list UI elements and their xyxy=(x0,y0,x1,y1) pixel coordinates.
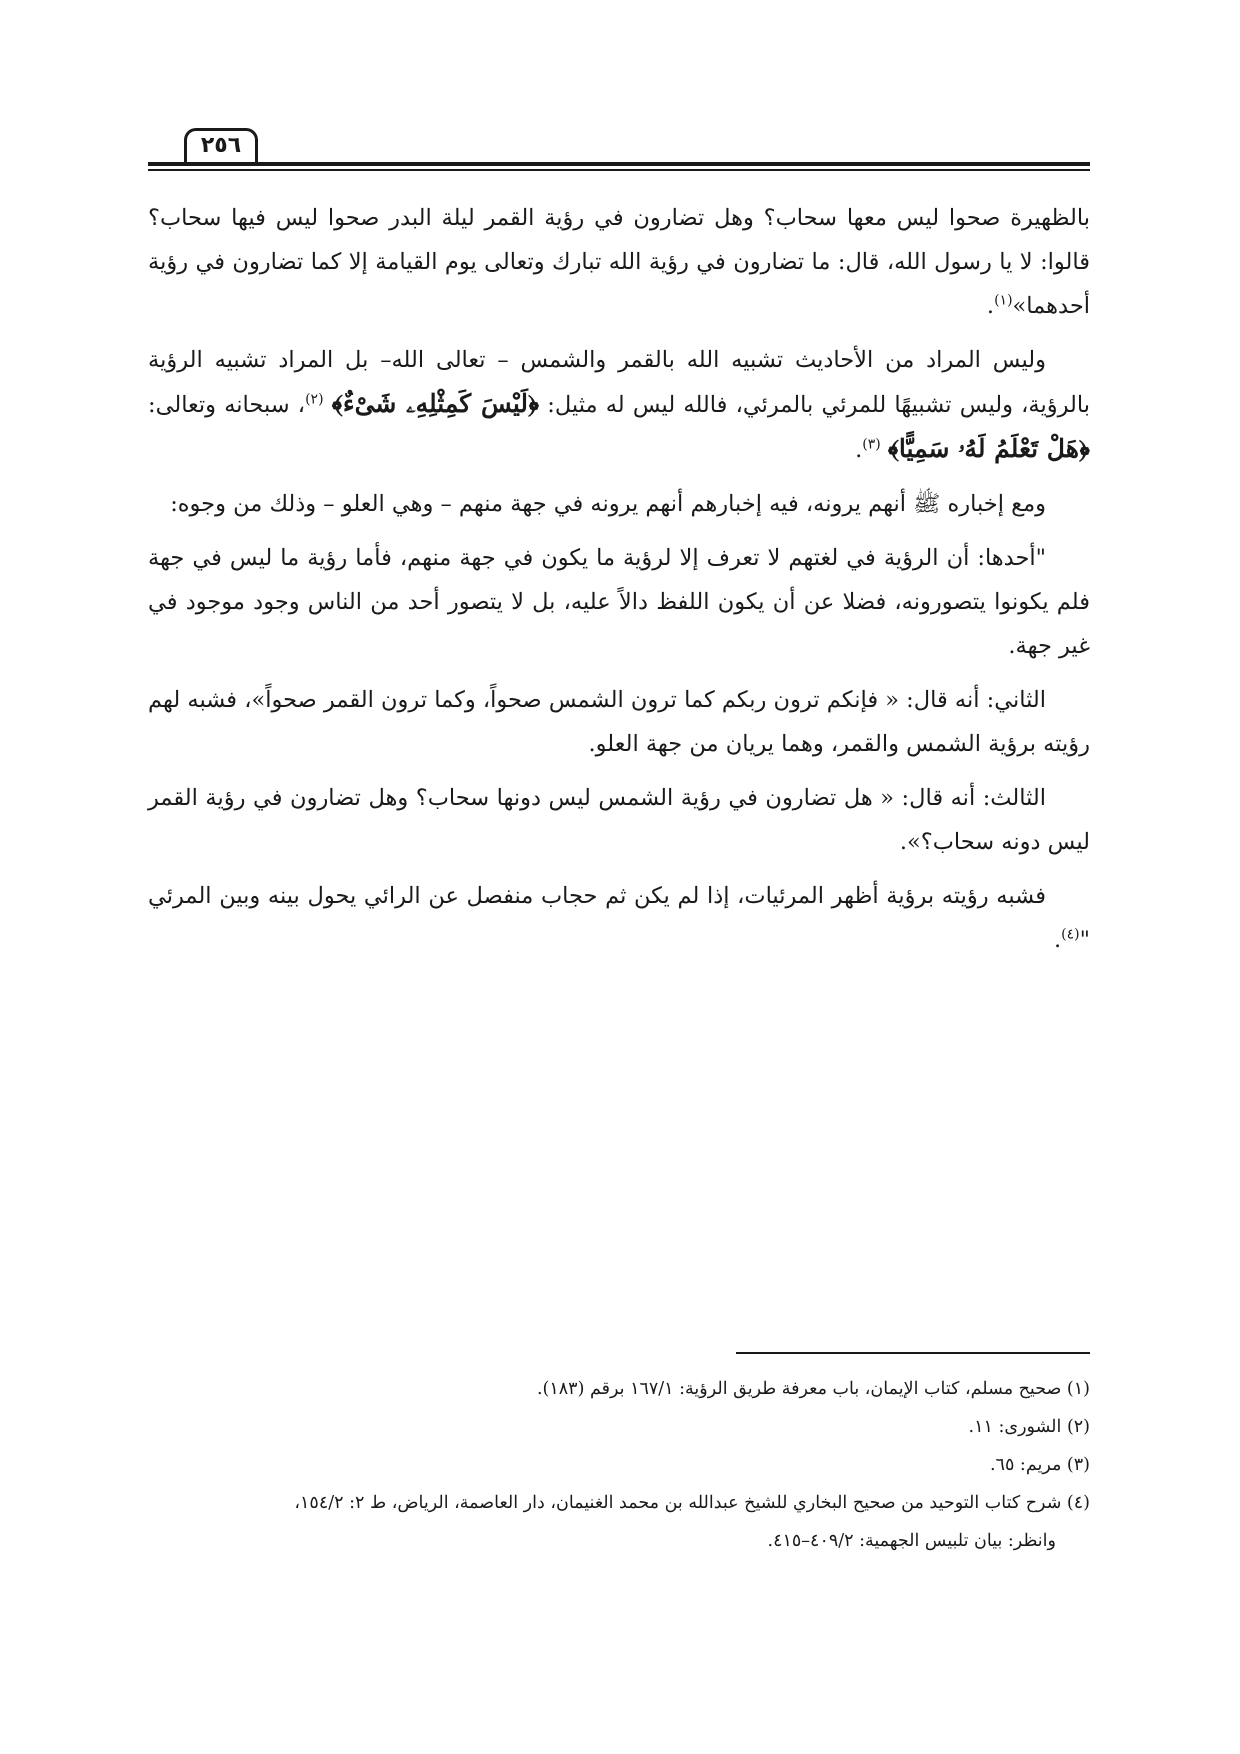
footnote-4: (٤) شرح كتاب التوحيد من صحيح البخاري للشيخ عبدالله بن محمد الغنيمان، دار العاصمة، الرياض، ط ٢: ١٥٤/٢، xyxy=(294,1493,1090,1513)
paragraph-3: ومع إخباره ﷺ أنهم يرونه، فيه إخبارهم أنهم يرونه في جهة منهم – وهي العلو – وذلك من وجوه: xyxy=(170,491,1046,517)
paragraph-1 xyxy=(148,196,1090,328)
paragraph-1-end: . xyxy=(986,293,995,319)
page-header xyxy=(148,128,1090,172)
footnotes xyxy=(148,1370,1090,1560)
body-text xyxy=(148,196,1090,972)
paragraph-4: "أحدها: أن الرؤية في لغتهم لا تعرف إلا لرؤية ما يكون في جهة منهم، فأما رؤية ما ليس في جهة فلم يكونوا يتصورونه، فضلا عن أن يكون اللفظ دالاً عليه، بل لا يتصور أحد من الناس وجود موجود في غير جهة. xyxy=(148,545,1090,659)
paragraph-5: الثاني: أنه قال: « فإنكم ترون ربكم كما ترون الشمس صحواً، وكما ترون القمر صحواً»، فشبه لهم رؤيته برؤية الشمس والقمر، وهما يريان من جهة العلو. xyxy=(148,687,1090,757)
footnote-3: (٣) مريم: ٦٥. xyxy=(989,1455,1090,1475)
quran-verse-1: ﴿لَيْسَ كَمِثْلِهِۦ شَىْءٌ﴾ xyxy=(331,389,540,418)
paragraph-2-start: وليس المراد من الأحاديث تشبيه الله بالقمر والشمس – تعالى الله– بل المراد تشبيه الرؤية بالرؤية، وليس تشبيهًا للمرئي بالمرئي، فالله ليس له مثيل: xyxy=(148,347,1090,418)
paragraph-1-text: بالظهيرة صحوا ليس معها سحاب؟ وهل تضارون في رؤية القمر ليلة البدر صحوا ليس فيها سحاب؟ قالوا: لا يا رسول الله، قال: ما تضارون في رؤية الله تبارك وتعالى يوم القيامة إلا كما تضارون في رؤية أحدهما» xyxy=(148,205,1090,319)
paragraph-6: الثالث: أنه قال: « هل تضارون في رؤية الشمس ليس دونها سحاب؟ وهل تضارون في رؤية القمر ليس دونه سحاب؟». xyxy=(148,785,1090,855)
header-rule-thin xyxy=(148,169,1090,171)
paragraph-7-text: فشبه رؤيته برؤية أظهر المرئيات، إذا لم يكن ثم حجاب منفصل عن الرائي يحول بينه وبين المرئي " xyxy=(148,883,1090,953)
paragraph-7-end: . xyxy=(1054,927,1062,953)
footnote-separator xyxy=(736,1352,1090,1354)
footnote-ref-4: (٤) xyxy=(1061,926,1080,943)
paragraph-2-mid: ، سبحانه وتعالى: xyxy=(148,392,306,418)
footnote-ref-2: (٢) xyxy=(305,391,324,408)
footnote-ref-1: (١) xyxy=(994,292,1013,309)
paragraph-2-end: . xyxy=(855,437,863,463)
page-number: ٢٥٦ xyxy=(184,128,258,162)
footnote-2: (٢) الشورى: ١١. xyxy=(968,1417,1090,1437)
footnote-1: (١) صحيح مسلم، كتاب الإيمان، باب معرفة طريق الرؤية: ١٦٧/١ برقم (١٨٣). xyxy=(536,1379,1090,1399)
quran-verse-2: ﴿هَلْ تَعْلَمُ لَهُۥ سَمِيًّا﴾ xyxy=(887,434,1090,463)
footnote-ref-3: (٣) xyxy=(862,436,881,453)
paragraph-7 xyxy=(148,874,1090,962)
paragraph-2 xyxy=(148,338,1090,472)
footnote-4-continuation: وانظر: بيان تلبيس الجهمية: ٤٠٩/٢–٤١٥. xyxy=(767,1531,1056,1551)
header-rule-thick xyxy=(148,162,1090,166)
